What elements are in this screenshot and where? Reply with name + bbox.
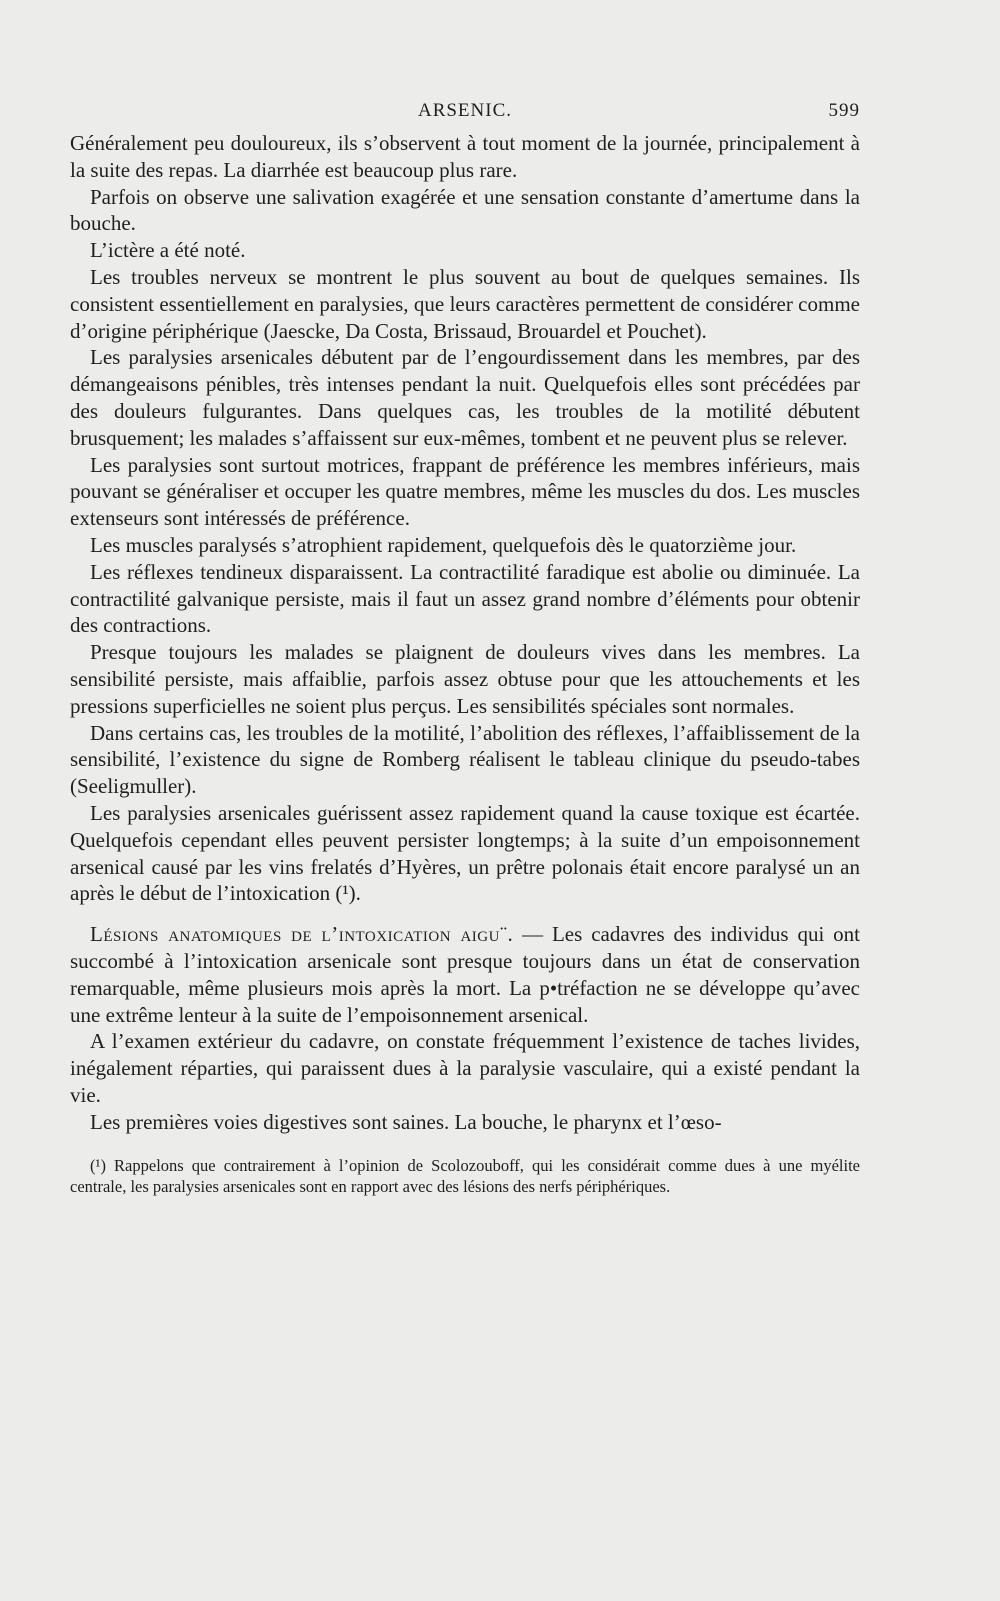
main-text	[70, 130, 860, 1135]
page-number: 599	[828, 100, 860, 121]
section-paragraph	[70, 921, 860, 1028]
paragraph: Généralement peu douloureux, ils s’observent à tout moment de la journée, principalement à la suite des repas. La diarrhée est beaucoup plus rare.	[70, 131, 860, 182]
paragraph: Dans certains cas, les troubles de la motilité, l’abolition des réflexes, l’affaiblissement de la sensibilité, l’existence du signe de Romberg réalisent le tableau clinique du pseudo-tabes (Seeligmuller).	[70, 720, 860, 799]
footnote-reference: (¹).	[335, 881, 361, 906]
paragraph: Presque toujours les malades se plaignent de douleurs vives dans les membres. La sensibilité persiste, mais affaiblie, parfois assez obtuse pour que les attouchements et les pressions superficielles ne soient plus perçus. Les sensibilités spéciales sont normales.	[70, 640, 860, 718]
paragraph-with-note	[70, 800, 860, 907]
paragraph: Parfois on observe une salivation exagérée et une sensation constante d’amertume dans la bouche.	[70, 184, 860, 236]
paragraph-text: Les paralysies arsenicales guérissent assez rapidement quand la cause toxique est écartée. Quelquefois cependant elles peuvent persister longtemps; à la suite d’un empoisonnement arsenical causé par les vins frelatés d’Hyères, un prêtre polonais était encore paralysé un an après le début de l’intoxication	[70, 800, 860, 906]
running-title: ARSENIC.	[417, 100, 513, 121]
paragraph: L’ictère a été noté.	[90, 238, 246, 263]
footnote: (¹) Rappelons que contrairement à l’opinion de Scolozouboff, qui les considérait comme dues à une myélite centrale, les paralysies arsenicales sont en rapport avec des lésions des nerfs périphériques.	[70, 1156, 860, 1197]
section-dash: —	[513, 922, 552, 947]
paragraph: Les premières voies digestives sont saines. La bouche, le pharynx et l’œso-	[90, 1109, 722, 1134]
paragraph: Les paralysies sont surtout motrices, frappant de préférence les membres inférieurs, mais pouvant se généraliser et occuper les quatre membres, même les muscles du dos. Les muscles extenseurs sont intéressés de préférence.	[70, 452, 860, 531]
paragraph: Les troubles nerveux se montrent le plus souvent au bout de quelques semaines. Ils consistent essentiellement en paralysies, que leurs caractères permettent de considérer comme d’origine périphérique (Jaescke, Da Costa, Brissaud, Brouardel et Pouchet).	[70, 264, 860, 343]
paragraph: Les réflexes tendineux disparaissent. La contractilité faradique est abolie ou diminuée. La contractilité galvanique persiste, mais il faut un assez grand nombre d’éléments pour obtenir des contractions.	[70, 559, 860, 638]
paragraph: Les paralysies arsenicales débutent par de l’engourdissement dans les membres, par des démangeaisons pénibles, très intenses pendant la nuit. Quelquefois elles sont précédées par des douleurs fulgurantes. Dans quelques cas, les troubles de la motilité débutent brusquement; les malades s’affaissent sur eux-mêmes, tombent et ne peuvent plus se relever.	[70, 345, 860, 450]
paragraph: A l’examen extérieur du cadavre, on constate fréquemment l’existence de taches livides, inégalement réparties, qui paraissent dues à la paralysie vasculaire, qui a existé pendant la vie.	[70, 1029, 860, 1107]
section-text: Les cadavres des individus qui ont succombé à l’intoxication arsenicale sont presque toujours dans un état de conservation remarquable, même plusieurs mois après la mort. La p•tréfaction ne se développe qu’avec une extrême lenteur à la suite de l’empoisonnement arsenical.	[70, 922, 861, 1027]
running-header	[70, 100, 860, 130]
paragraph: Les muscles paralysés s’atrophient rapidement, quelquefois dès le quatorzième jour.	[90, 532, 797, 557]
section-heading: Lésions anatomiques de l’intoxication aigu¨.	[90, 922, 514, 947]
